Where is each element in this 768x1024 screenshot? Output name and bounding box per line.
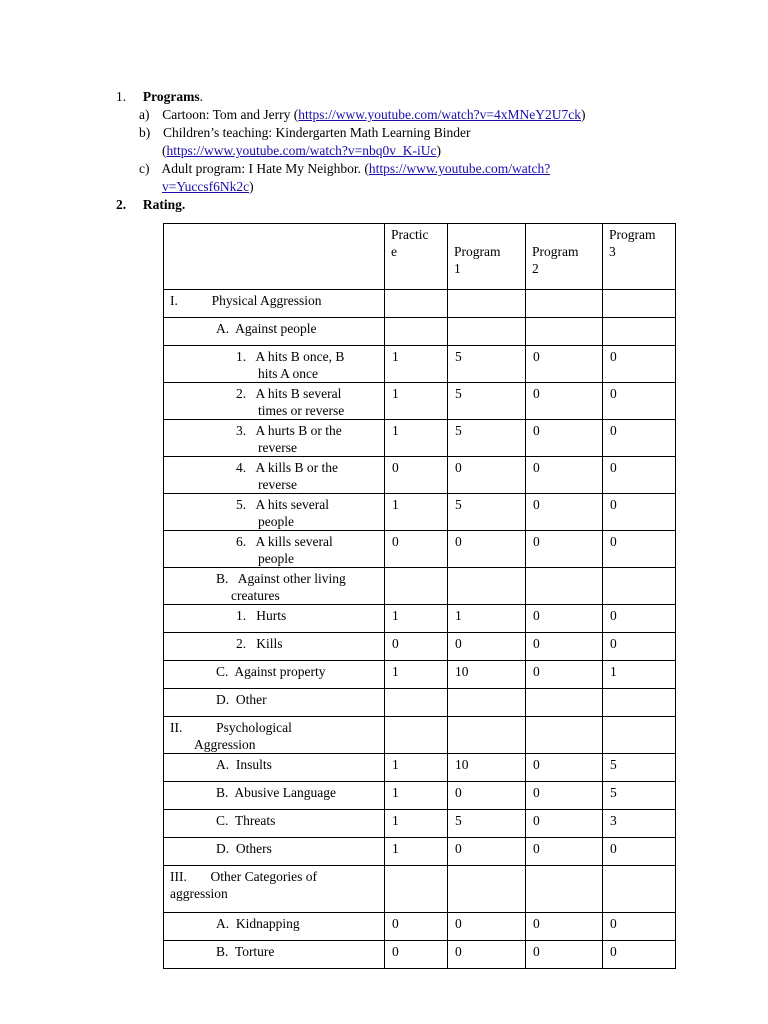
value-cell-program-2 [526,457,603,494]
row-label: A. Insults [216,757,272,772]
row-label-continued: aggression [170,886,228,901]
cell-value: 0 [533,785,540,800]
cell-value: 0 [533,636,540,651]
value-cell-program-2 [526,866,603,913]
row-label: 6. A kills several [236,534,333,549]
cell-value: 0 [610,944,617,959]
table-row [164,633,676,661]
row-label: A. Kidnapping [216,916,300,931]
cell-value: 0 [392,916,399,931]
value-cell-program-1 [448,420,526,457]
value-cell-practice [385,568,448,605]
row-label: C. Against property [216,664,326,679]
row-label: I. Physical Aggression [170,293,322,308]
row-label-cell [164,810,385,838]
value-cell-program-3 [603,810,676,838]
cell-value: 0 [533,916,540,931]
value-cell-practice [385,420,448,457]
cell-value: 0 [533,534,540,549]
rating-heading: Rating. [142,197,186,212]
value-cell-program-1 [448,838,526,866]
program-item-b [139,124,471,142]
header-cell-label [164,224,385,290]
cell-value: 0 [610,497,617,512]
value-cell-practice [385,754,448,782]
row-label-cell [164,838,385,866]
value-cell-program-2 [526,782,603,810]
row-label-continued: Aggression [194,737,256,752]
cell-value: 0 [455,916,462,931]
programs-heading: Programs [142,89,200,104]
value-cell-practice [385,866,448,913]
value-cell-program-1 [448,633,526,661]
value-cell-program-3 [603,782,676,810]
table-row [164,531,676,568]
rating-heading-line [116,196,185,214]
value-cell-program-2 [526,941,603,969]
cell-value: 1 [392,785,399,800]
cell-value: 0 [610,423,617,438]
cell-value: 0 [533,813,540,828]
row-label: 2. A hits B several [236,386,342,401]
cell-value: 1 [392,757,399,772]
table-row [164,290,676,318]
value-cell-program-1 [448,913,526,941]
value-cell-practice [385,318,448,346]
table-row [164,754,676,782]
cell-value: 0 [533,757,540,772]
value-cell-program-3 [603,717,676,754]
value-cell-program-3 [603,346,676,383]
value-cell-program-2 [526,531,603,568]
program-item-c-close: ) [249,179,254,194]
table-row [164,810,676,838]
value-cell-program-2 [526,290,603,318]
row-label-continued: creatures [231,588,280,603]
value-cell-program-3 [603,838,676,866]
cell-value: 0 [610,608,617,623]
cell-value: 0 [533,349,540,364]
row-label-cell [164,531,385,568]
cell-value: 0 [533,497,540,512]
cell-value: 0 [455,460,462,475]
value-cell-program-1 [448,941,526,969]
value-cell-program-2 [526,754,603,782]
cell-value: 0 [392,534,399,549]
row-label: D. Others [216,841,272,856]
value-cell-practice [385,346,448,383]
row-label-cell [164,318,385,346]
table-row [164,605,676,633]
row-label-cell [164,605,385,633]
program-item-a-close: ) [580,107,586,122]
value-cell-program-1 [448,383,526,420]
value-cell-program-2 [526,346,603,383]
value-cell-program-2 [526,633,603,661]
cell-value: 5 [610,785,617,800]
value-cell-program-3 [603,913,676,941]
header-cell-program-3: Program 3 [603,224,676,290]
cell-value: 0 [533,386,540,401]
value-cell-program-3 [603,605,676,633]
value-cell-program-3 [603,661,676,689]
value-cell-program-3 [603,290,676,318]
table-row [164,838,676,866]
program-item-a-marker: a) [139,107,150,122]
cell-value: 0 [610,636,617,651]
value-cell-practice [385,941,448,969]
cell-value: 1 [455,608,462,623]
row-label-cell [164,494,385,531]
cell-value: 0 [610,349,617,364]
value-cell-program-2 [526,420,603,457]
cell-value: 0 [455,636,462,651]
row-label-cell [164,457,385,494]
value-cell-program-3 [603,689,676,717]
value-cell-practice [385,531,448,568]
program-item-b-close: ) [436,143,441,158]
row-label: B. Abusive Language [216,785,336,800]
cell-value: 0 [610,841,617,856]
value-cell-practice [385,782,448,810]
value-cell-program-2 [526,383,603,420]
row-label-cell [164,346,385,383]
value-cell-program-1 [448,568,526,605]
table-row [164,346,676,383]
value-cell-program-1 [448,866,526,913]
row-label: D. Other [216,692,267,707]
value-cell-program-1 [448,494,526,531]
cell-value: 0 [455,944,462,959]
cell-value: 5 [455,386,462,401]
header-row [164,224,676,290]
cell-value: 0 [533,423,540,438]
row-label: 5. A hits several [236,497,329,512]
cell-value: 1 [392,841,399,856]
value-cell-program-2 [526,913,603,941]
value-cell-program-1 [448,810,526,838]
value-cell-program-1 [448,605,526,633]
value-cell-practice [385,290,448,318]
program-item-b-link[interactable]: https://www.youtube.com/watch?v=nbq0v_K-iUc [166,143,437,158]
program-item-c-link[interactable]: https://www.youtube.com/watch? [368,161,551,176]
table-row [164,568,676,605]
row-label-cell [164,941,385,969]
row-label: 2. Kills [236,636,283,651]
row-label: 3. A hurts B or the [236,423,342,438]
row-label-cell [164,420,385,457]
value-cell-program-3 [603,457,676,494]
value-cell-program-3 [603,866,676,913]
value-cell-program-3 [603,318,676,346]
cell-value: 3 [610,813,617,828]
table-row [164,717,676,754]
row-label-continued: people [258,551,294,566]
cell-value: 0 [533,664,540,679]
row-label-continued: reverse [258,477,297,492]
row-label-cell [164,866,385,913]
cell-value: 1 [392,608,399,623]
row-label-cell [164,290,385,318]
row-label: 1. A hits B once, B [236,349,345,364]
value-cell-program-3 [603,420,676,457]
value-cell-program-2 [526,661,603,689]
value-cell-practice [385,689,448,717]
cell-value: 0 [455,841,462,856]
cell-value: 1 [392,386,399,401]
cell-value: 0 [610,916,617,931]
row-label-continued: hits A once [258,366,318,381]
table-row [164,661,676,689]
cell-value: 5 [455,423,462,438]
table-row [164,866,676,913]
row-label-continued: times or reverse [258,403,345,418]
row-label: II. Psychological [170,720,292,735]
row-label: B. Against other living [216,571,346,586]
row-label-cell [164,383,385,420]
value-cell-program-3 [603,754,676,782]
cell-value: 0 [610,460,617,475]
row-label: III. Other Categories of [170,869,317,884]
value-cell-program-1 [448,346,526,383]
value-cell-program-2 [526,717,603,754]
value-cell-program-3 [603,941,676,969]
cell-value: 10 [455,757,469,772]
table-row [164,494,676,531]
value-cell-program-3 [603,568,676,605]
cell-value: 0 [610,534,617,549]
value-cell-program-3 [603,383,676,420]
cell-value: 0 [392,636,399,651]
program-item-c-text: Adult program: I Hate My Neighbor. ( [161,161,369,176]
program-item-b-text: Children’s teaching: Kindergarten Math Learning Binder [163,125,471,140]
value-cell-program-2 [526,568,603,605]
program-item-a-text: Cartoon: Tom and Jerry ( [162,107,299,122]
value-cell-program-2 [526,605,603,633]
row-label-cell [164,717,385,754]
header-cell-program-2: Program 2 [526,224,603,290]
value-cell-practice [385,633,448,661]
value-cell-practice [385,717,448,754]
cell-value: 1 [392,813,399,828]
value-cell-program-3 [603,633,676,661]
cell-value: 5 [455,497,462,512]
value-cell-program-3 [603,531,676,568]
cell-value: 10 [455,664,469,679]
cell-value: 0 [533,460,540,475]
program-item-c-link-line2 [162,178,254,196]
cell-value: 1 [392,497,399,512]
rating-number: 2. [116,197,127,212]
table-row [164,941,676,969]
cell-value: 0 [610,386,617,401]
cell-value: 0 [533,608,540,623]
cell-value: 0 [533,841,540,856]
header-cell-practice: Practic e [385,224,448,290]
table-row [164,457,676,494]
cell-value: 5 [455,813,462,828]
row-label-cell [164,689,385,717]
row-label: 1. Hurts [236,608,287,623]
table-row [164,318,676,346]
cell-value: 5 [610,757,617,772]
value-cell-program-1 [448,531,526,568]
table-row [164,782,676,810]
table-row [164,689,676,717]
row-label: B. Torture [216,944,275,959]
row-label: A. Against people [216,321,317,336]
header-cell-program-1: Program 1 [448,224,526,290]
value-cell-program-2 [526,810,603,838]
value-cell-practice [385,913,448,941]
program-item-c-marker: c) [139,161,150,176]
cell-value: 1 [392,349,399,364]
cell-value: 5 [455,349,462,364]
row-label: 4. A kills B or the [236,460,339,475]
value-cell-program-1 [448,782,526,810]
program-item-c [139,160,550,178]
cell-value: 1 [392,664,399,679]
value-cell-program-3 [603,494,676,531]
value-cell-program-2 [526,494,603,531]
value-cell-practice [385,605,448,633]
value-cell-program-1 [448,661,526,689]
value-cell-practice [385,810,448,838]
cell-value: 0 [533,944,540,959]
value-cell-practice [385,494,448,531]
value-cell-program-1 [448,318,526,346]
row-label-continued: people [258,514,294,529]
table-row [164,383,676,420]
cell-value: 1 [610,664,617,679]
value-cell-practice [385,838,448,866]
programs-number: 1. [116,89,127,104]
row-label: C. Threats [216,813,276,828]
value-cell-practice [385,383,448,420]
programs-heading-period: . [199,89,203,104]
program-item-c-link-cont[interactable]: v=Yuccsf6Nk2c [162,179,250,194]
program-item-b-open: ( [162,143,167,158]
cell-value: 1 [392,423,399,438]
row-label-cell [164,661,385,689]
table-row [164,420,676,457]
row-label-cell [164,568,385,605]
value-cell-program-1 [448,689,526,717]
programs-heading-line [116,88,203,106]
program-item-a [139,106,585,124]
row-label-cell [164,754,385,782]
row-label-cell [164,782,385,810]
program-item-a-link[interactable]: https://www.youtube.com/watch?v=4xMNeY2U7ck [298,107,581,122]
program-item-b-link-line [162,142,441,160]
value-cell-program-2 [526,838,603,866]
cell-value: 0 [392,460,399,475]
rating-table [163,223,676,969]
value-cell-program-1 [448,457,526,494]
program-item-b-marker: b) [139,125,151,140]
value-cell-program-2 [526,318,603,346]
value-cell-practice [385,661,448,689]
value-cell-program-2 [526,689,603,717]
cell-value: 0 [392,944,399,959]
cell-value: 0 [455,534,462,549]
row-label-cell [164,913,385,941]
row-label-continued: reverse [258,440,297,455]
value-cell-practice [385,457,448,494]
value-cell-program-1 [448,754,526,782]
value-cell-program-1 [448,290,526,318]
table-row [164,913,676,941]
value-cell-program-1 [448,717,526,754]
row-label-cell [164,633,385,661]
cell-value: 0 [455,785,462,800]
